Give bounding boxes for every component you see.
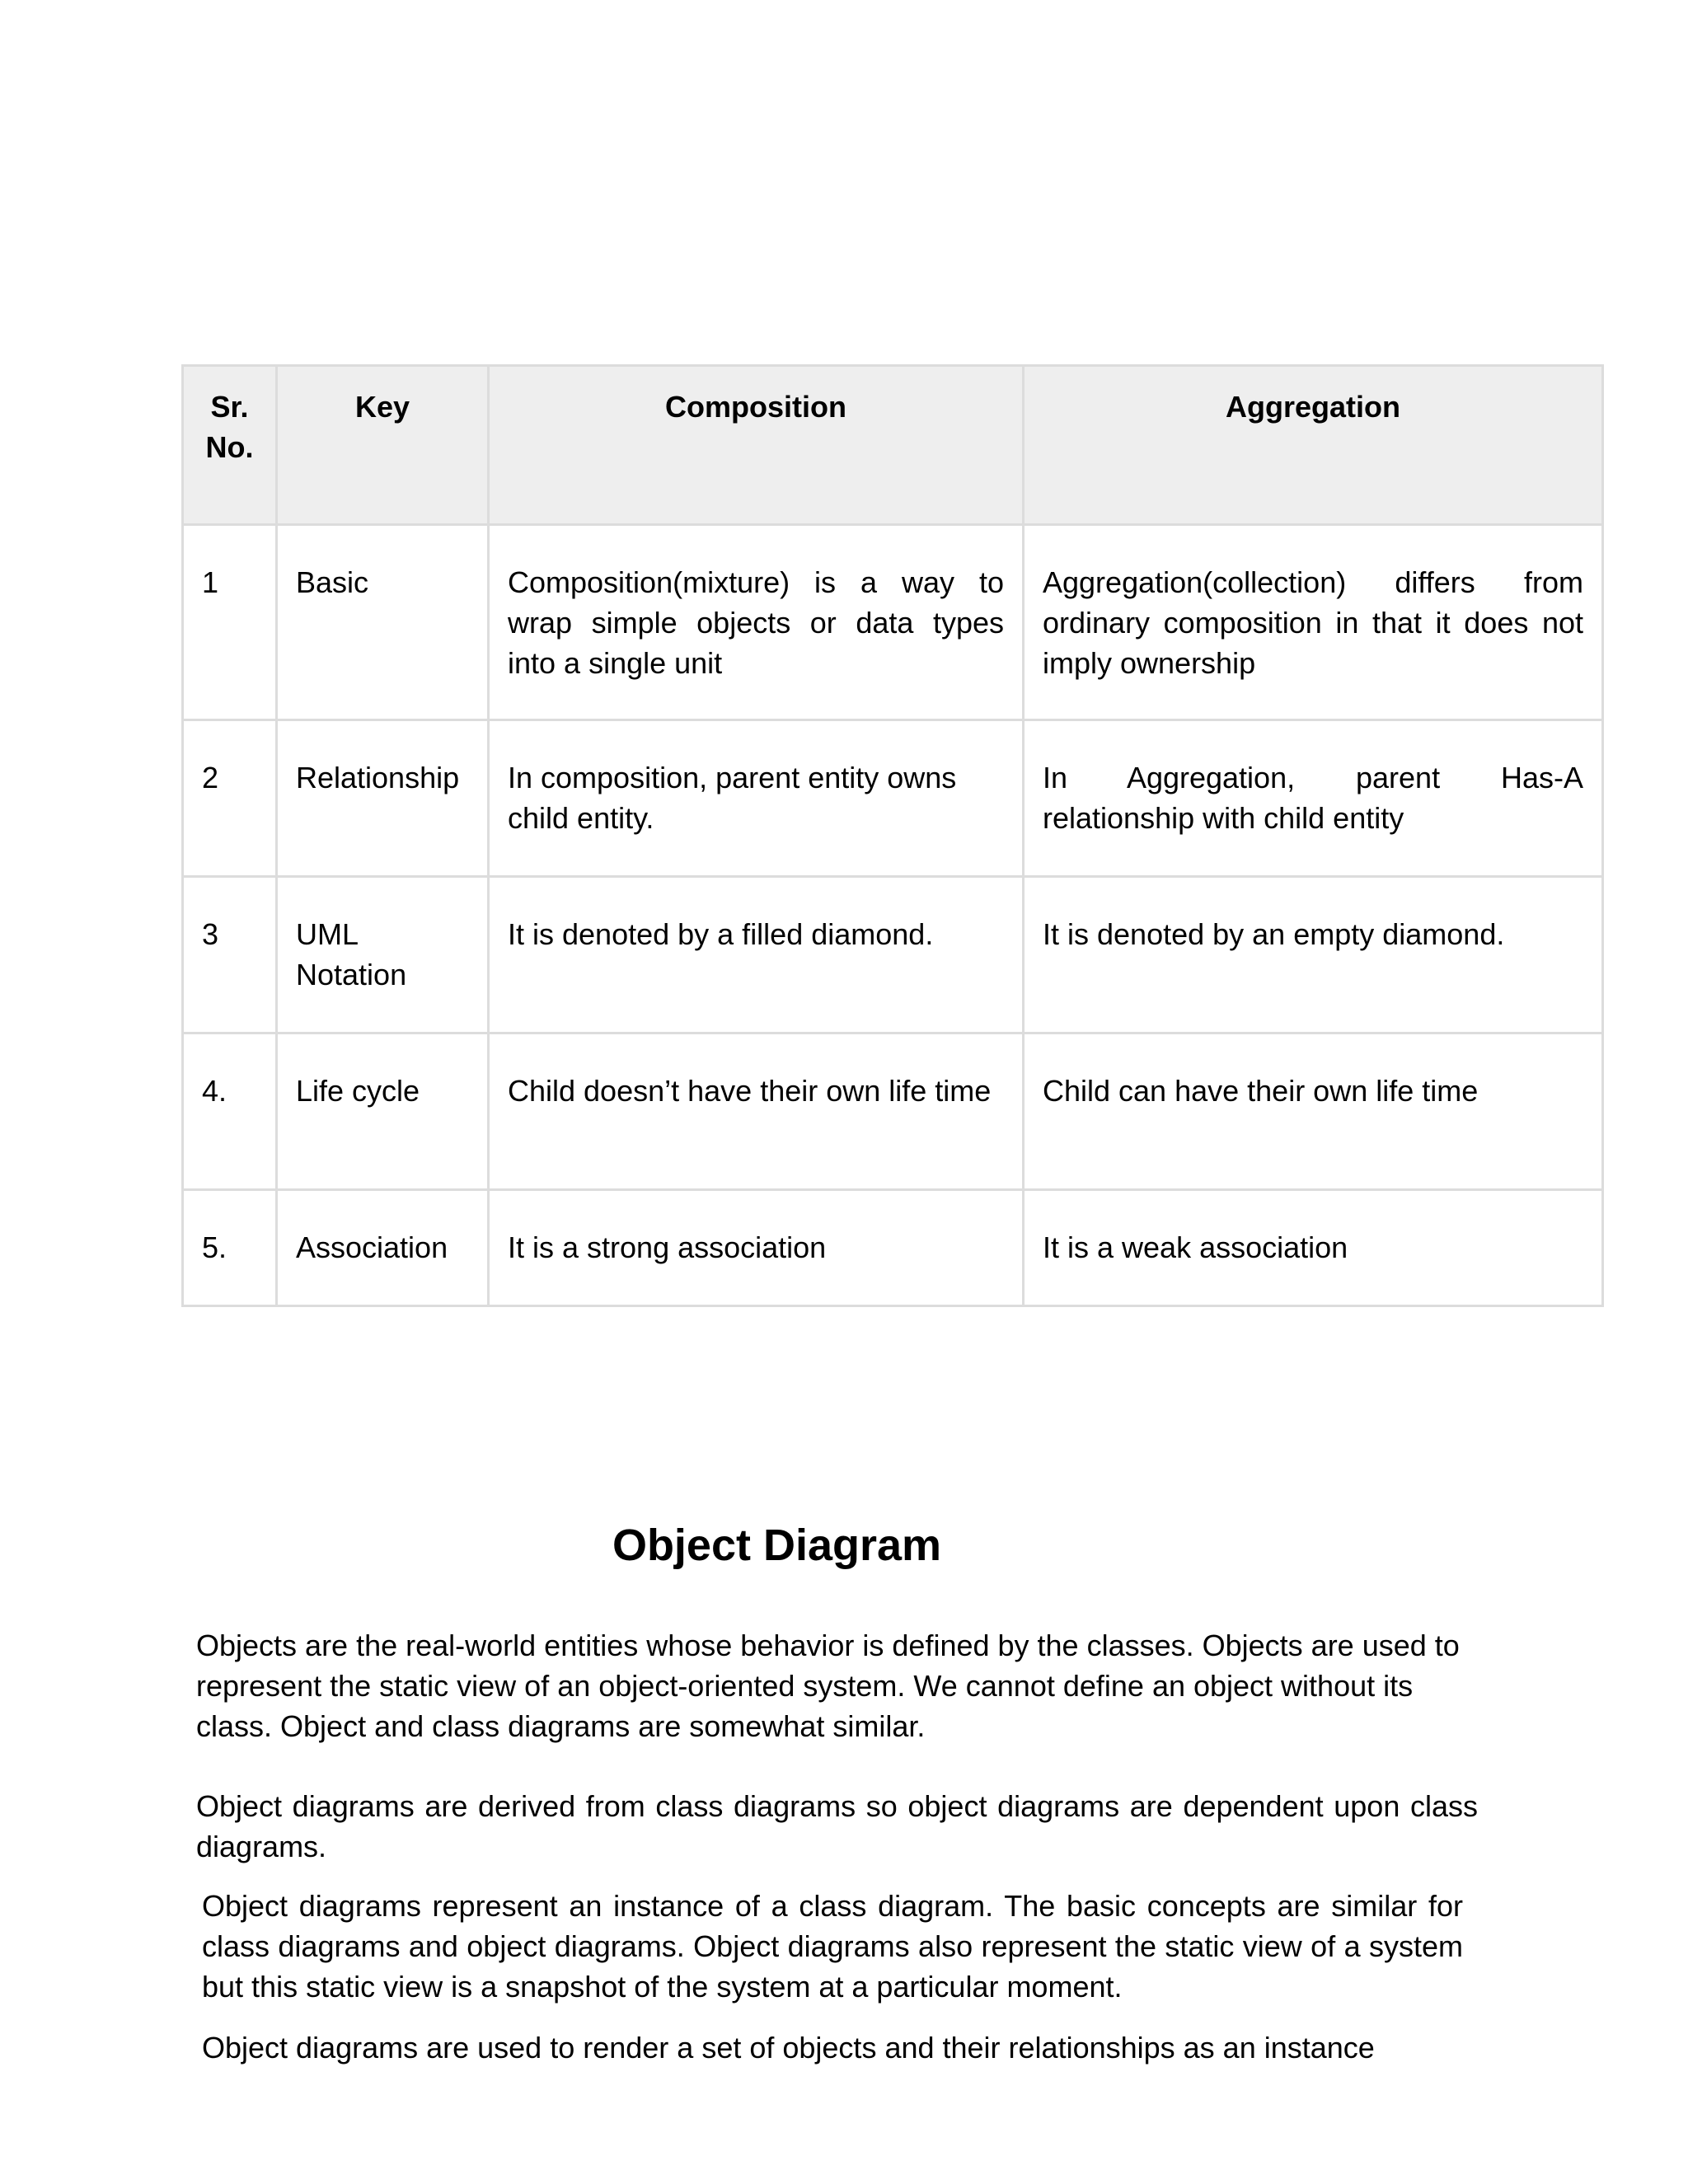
paragraph: Object diagrams are derived from class diagrams so object diagrams are dependent upon class diagrams. [196,1789,1478,1863]
cell-key: Association [277,1190,489,1306]
cell-sr: 3 [183,877,277,1033]
cell-sr: 2 [183,720,277,877]
cell-sr: 4. [183,1033,277,1190]
paragraph: Object diagrams represent an instance of a class diagram. The basic concepts are similar for class diagrams and object diagrams. Object diagrams also represent the static view of a system but this static view is a snapshot of the system at a particular moment. [202,1889,1463,2004]
header-composition: Composition [489,366,1024,525]
cell-composition: In composition, parent entity owns child entity. [489,720,1024,877]
cell-aggregation: It is a weak association [1024,1190,1603,1306]
cell-key: UML Notation [277,877,489,1033]
comparison-table [181,364,1604,1307]
header-aggregation: Aggregation [1024,366,1603,525]
cell-composition: It is a strong association [489,1190,1024,1306]
paragraph: Objects are the real-world entities whose behavior is defined by the classes. Objects are used to represent the static view of an object-oriented system. We cannot define an object without its class. Object and class diagrams are somewhat similar. [196,1629,1460,1743]
cell-composition: Composition(mixture) is a way to wrap simple objects or data types into a single unit [489,525,1024,720]
cell-key: Basic [277,525,489,720]
table-header-row [183,366,1603,525]
header-key: Key [277,366,489,525]
cell-key: Relationship [277,720,489,877]
cell-composition: It is denoted by a filled diamond. [489,877,1024,1033]
cell-sr: 1 [183,525,277,720]
section-title: Object Diagram [612,1521,942,1570]
table-row [183,1190,1603,1306]
table-row [183,525,1603,720]
cell-aggregation: It is denoted by an empty diamond. [1024,877,1603,1033]
header-sr-no: Sr. No. [183,366,277,525]
cell-key: Life cycle [277,1033,489,1190]
cell-sr: 5. [183,1190,277,1306]
cell-composition: Child doesn’t have their own life time [489,1033,1024,1190]
cell-aggregation: Aggregation(collection) differs from ordinary composition in that it does not imply ownership [1024,525,1603,720]
cell-aggregation: Child can have their own life time [1024,1033,1603,1190]
table-row [183,877,1603,1033]
table-row [183,1033,1603,1190]
paragraph: Object diagrams are used to render a set of objects and their relationships as an instance [202,2031,1375,2064]
cell-aggregation: In Aggregation, parent Has-A relationship with child entity [1024,720,1603,877]
table-row [183,720,1603,877]
